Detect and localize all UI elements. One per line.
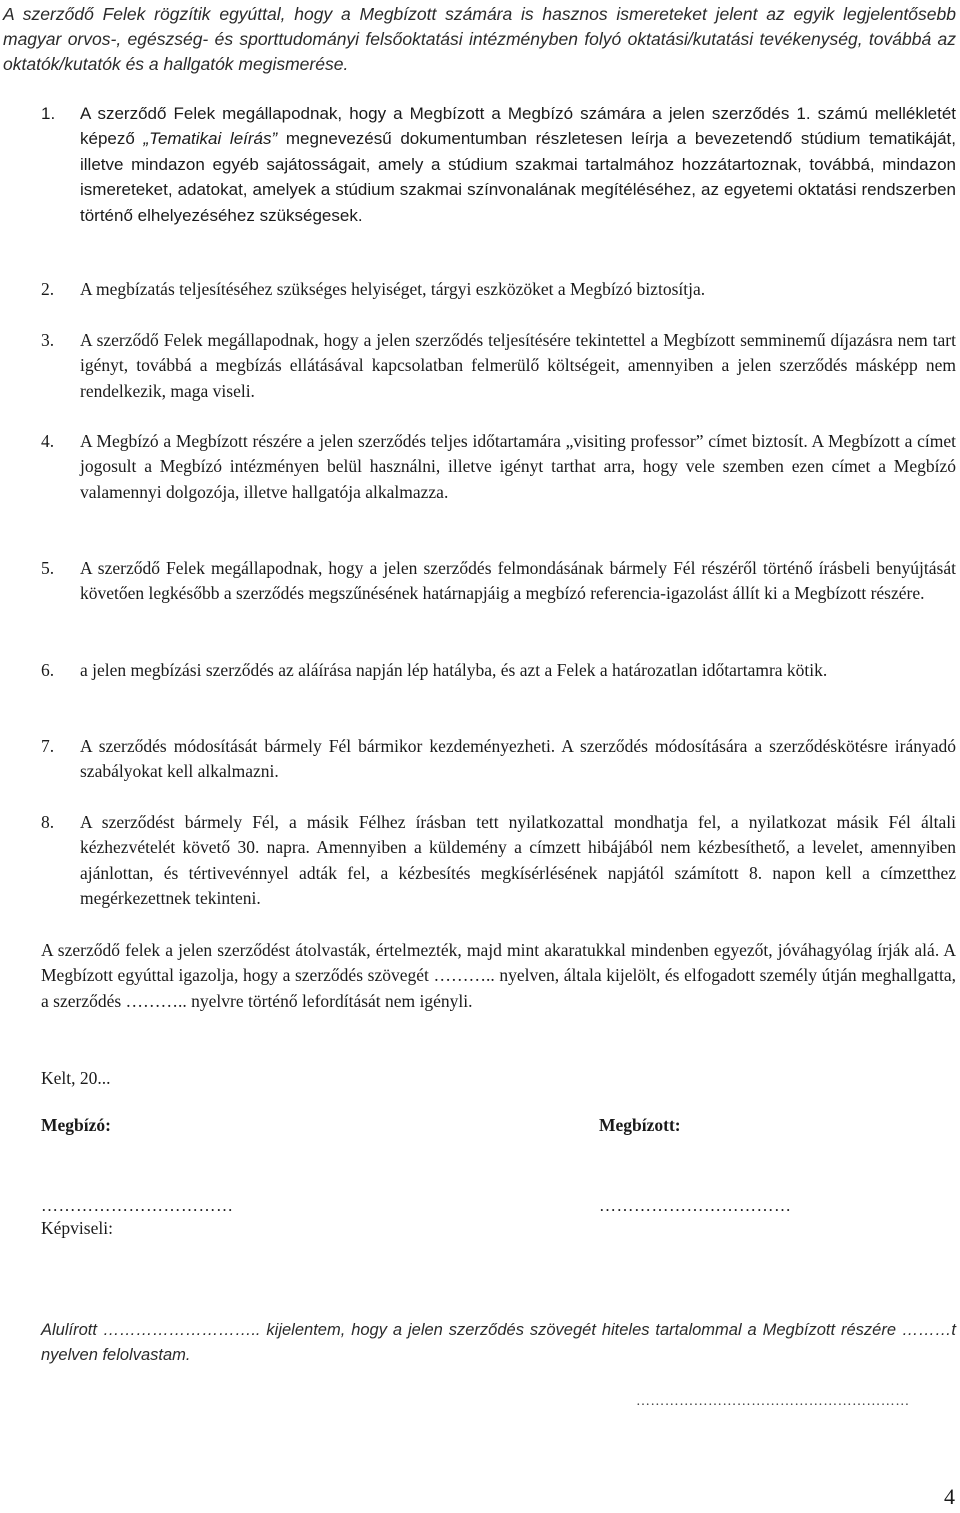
clause-7 (41, 734, 956, 785)
clause-3 (41, 328, 956, 404)
clause-text-italic: „Tematikai leírás” (143, 129, 278, 149)
clause-text: A szerződő Felek megállapodnak, hogy a jelen szerződés teljesítésére tekintettel a Megbízott semminemű díjazásra nem tart igényt, továbbá a megbízás ellátásával kapcsolatban felmerülő költségeit, amennyiben a jelen szerződés másképp nem rendelkezik, maga viseli. (80, 330, 956, 401)
clause-text: A szerződő Felek megállapodnak, hogy a jelen szerződés felmondásának bármely Fél részéről történő írásbeli benyújtását követően legkésőbb a szerződés megszűnésének határnapjáig a megbízó referencia-igazolást állít ki a Megbízott részére. (80, 558, 956, 604)
clause-text: A Megbízó a Megbízott részére a jelen szerződés teljes időtartamára „visiting professor” címet biztosít. A Megbízott a címet jogosult a Megbízó intézményen belül használni, illetve igényt tarthat arra, hogy vele szemben ezen címet a Megbízó valamennyi dolgozója, illetve hallgatója alkalmazza. (80, 431, 956, 502)
intro-paragraph: A szerződő Felek rögzítik egyúttal, hogy a Megbízott számára is hasznos ismereteket jelent az egyik legjelentősebb magyar orvos-, egészség- és sporttudományi felsőoktatási intézményben folyó oktatási/kutatási tevékenység, továbbá az oktatók/kutatók és a hallgatók megismerése. (3, 4, 956, 74)
clause-text (80, 101, 956, 228)
clause-text: A megbízatás teljesítéséhez szükséges helyiséget, tárgyi eszközöket a Megbízó biztosítja. (80, 279, 706, 299)
clause-number: 6. (41, 660, 55, 680)
clause-number: 4. (41, 431, 55, 451)
clause-4 (41, 429, 956, 505)
clause-text: A szerződést bármely Fél, a másik Félhez írásban tett nyilatkozattal mondhatja fel, a nyilatkozat másik Fél általi kézhezvételét követő 30. napra. Amennyiben a küldemény a címzett hibájából nem kézbesíthető, a levelet, amennyiben ajánlottan, és tértivevénnyel adták fel, a kézbesítés megkísérlésének napjától számított 8. napon kell a címzetthez megérkezettnek tekinteni. (80, 812, 956, 909)
date-line: Kelt, 20... (41, 1068, 111, 1088)
clause-text-part: megnevezésű dokumentumban részletesen leírja a bevezetendő stúdium tematikáját, illetve mindazon egyéb sajátosságait, amely a stúdium szakmai tartalmához hozzátartoznak, továbbá, mindazon ismereteket, adatokat, amelyek a stúdium szakmai színvonalának megítéléséhez, az egyetemi oktatási rendszerben történő elhelyezéséhez szükségesek. (80, 129, 956, 225)
page-number: 4 (944, 1484, 955, 1509)
principal-label: Megbízó: (41, 1115, 111, 1135)
clause-text: a jelen megbízási szerződés az aláírása napján lép hatályba, és azt a Felek a határozatlan időtartamra kötik. (80, 660, 828, 680)
clause-2 (41, 277, 956, 302)
agent-label: Megbízott: (599, 1115, 681, 1135)
clause-text-part: A szerződő Felek megállapodnak, hogy a Megbízott a Megbízó számára a jelen szerződés 1. számú mellékletét képező (80, 104, 956, 149)
clause-1 (41, 101, 956, 228)
agent-signature-line: …………………………… (599, 1196, 792, 1215)
clause-8 (41, 810, 956, 912)
clause-number: 8. (41, 812, 55, 832)
clause-number: 1. (41, 104, 56, 123)
clause-number: 2. (41, 279, 55, 299)
translator-signature-line: ………………………………………………… (636, 1394, 910, 1409)
clause-number: 3. (41, 330, 55, 350)
closing-paragraph: A szerződő felek a jelen szerződést átolvasták, értelmezték, majd mint akaratukkal mindenben egyezőt, jóváhagyólag írják alá. A Megbízott egyúttal igazolja, hogy a szerződés szövegét ……….. nyelven, általa kijelölt, és elfogadott személy útján meghallgatta, a szerződés ……….. nyelvre történő lefordítását nem igényli. (41, 940, 956, 1011)
represented-by-label: Képviseli: (41, 1218, 113, 1238)
clause-5 (41, 556, 956, 607)
clause-6 (41, 658, 956, 683)
principal-signature-line: …………………………… (41, 1196, 234, 1215)
translator-statement: Alulírott ……………………….. kijelentem, hogy a jelen szerződés szövegét hiteles tartalommal a Megbízott részére ………t nyelven felolvastam. (41, 1321, 956, 1364)
clause-number: 7. (41, 736, 55, 756)
clause-text: A szerződés módosítását bármely Fél bármikor kezdeményezheti. A szerződés módosítására a szerződéskötésre irányadó szabályokat kell alkalmazni. (80, 736, 956, 782)
clause-number: 5. (41, 558, 55, 578)
